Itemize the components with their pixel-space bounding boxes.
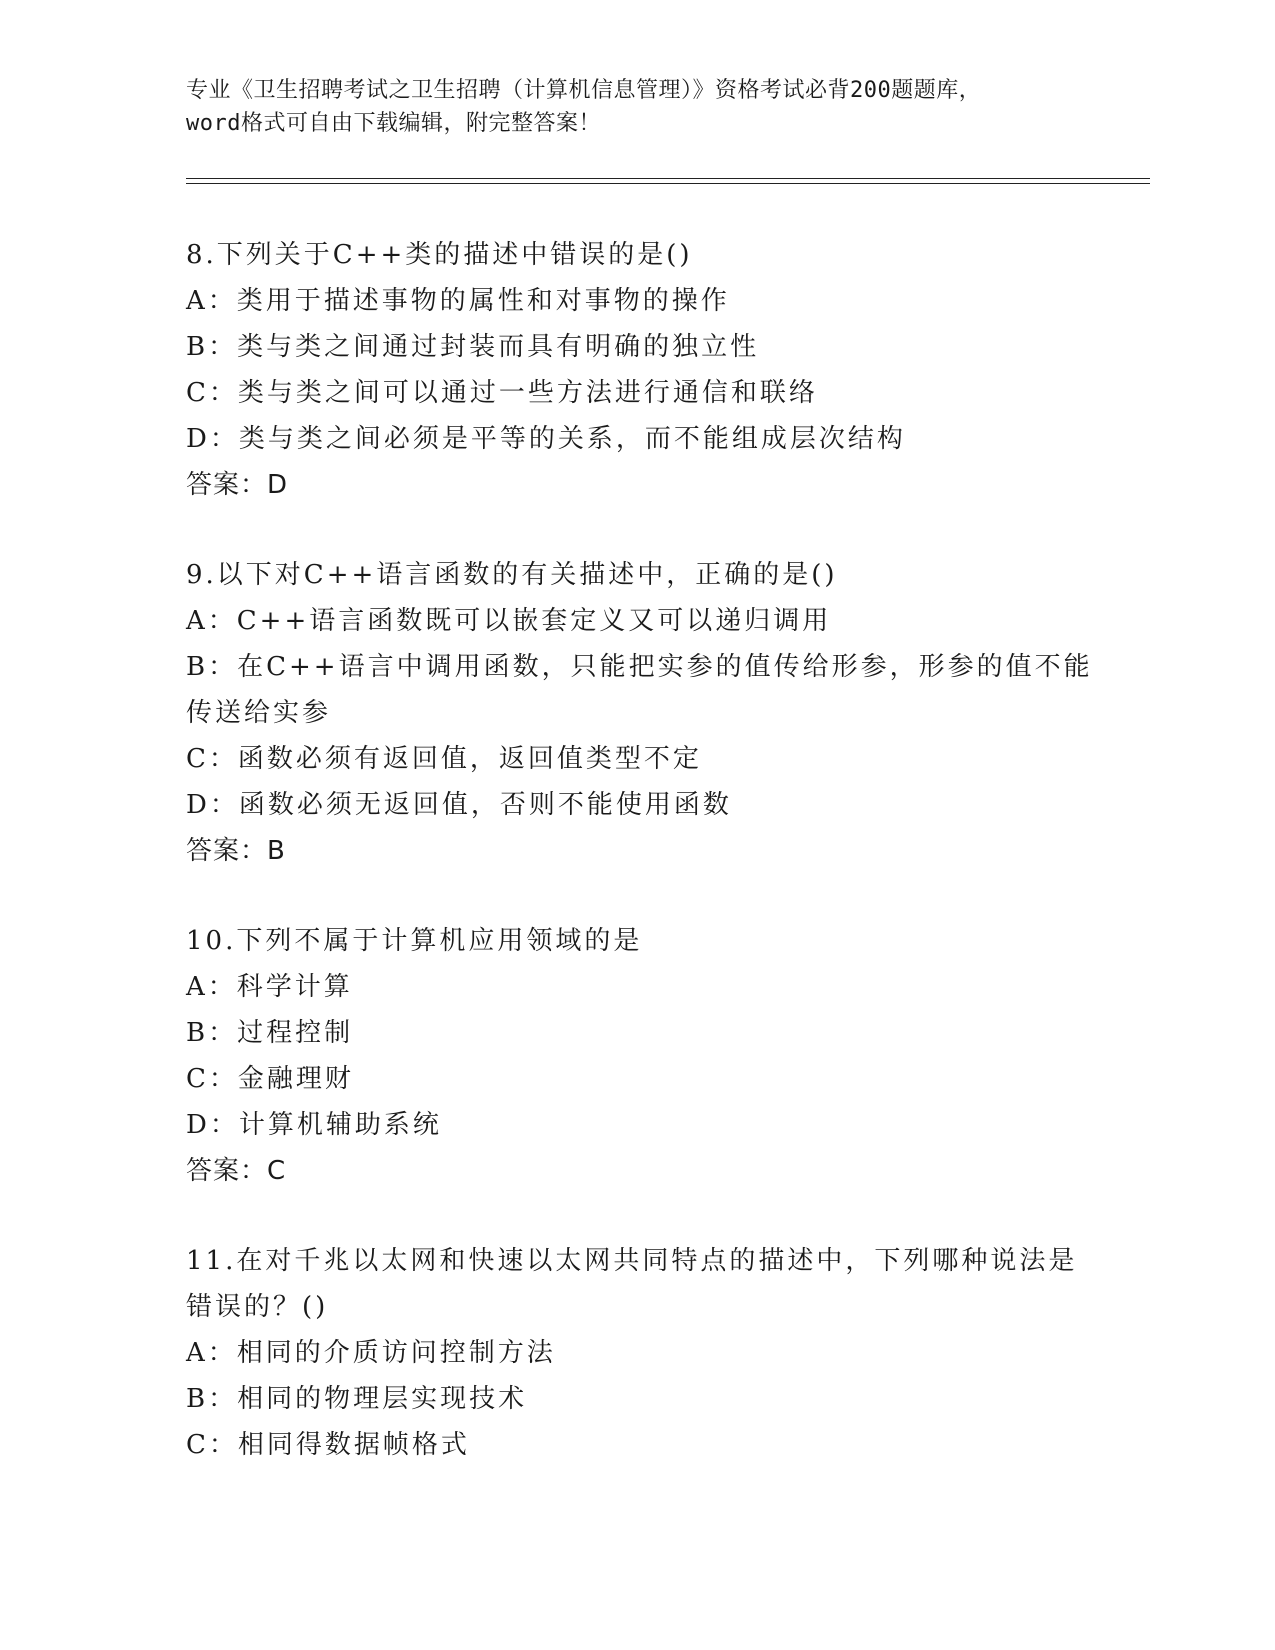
question-stem-continuation: 错误的？() <box>186 1292 329 1322</box>
option-d: D：类与类之间必须是平等的关系，而不能组成层次结构 <box>186 424 906 454</box>
option-d: D：函数必须无返回值，否则不能使用函数 <box>186 790 732 820</box>
option-c: C：金融理财 <box>186 1064 354 1094</box>
option-a: A：类用于描述事物的属性和对事物的操作 <box>186 286 730 316</box>
header-line-1: 专业《卫生招聘考试之卫生招聘（计算机信息管理）》资格考试必背200题题库， <box>186 78 982 103</box>
option-a: A：相同的介质访问控制方法 <box>186 1338 556 1368</box>
question-block <box>186 552 1093 874</box>
question-block <box>186 918 1086 1194</box>
option-c: C：类与类之间可以通过一些方法进行通信和联络 <box>186 378 818 408</box>
document-header <box>186 74 1086 140</box>
question-block <box>186 1238 1086 1468</box>
question-stem: 8.下列关于C++类的描述中错误的是() <box>186 240 693 270</box>
answer: 答案：B <box>186 836 286 866</box>
option-a: A：C++语言函数既可以嵌套定义又可以递归调用 <box>186 606 832 636</box>
answer: 答案：D <box>186 470 289 500</box>
option-d: D：计算机辅助系统 <box>186 1110 442 1140</box>
header-line-2: word格式可自由下载编辑，附完整答案！ <box>186 111 601 136</box>
option-c: C：函数必须有返回值，返回值类型不定 <box>186 744 702 774</box>
question-stem: 11.在对千兆以太网和快速以太网共同特点的描述中，下列哪种说法是 <box>186 1246 1078 1276</box>
option-b: B：在C++语言中调用函数，只能把实参的值传给形参，形参的值不能 <box>186 652 1093 682</box>
question-stem: 10.下列不属于计算机应用领域的是 <box>186 926 643 956</box>
answer: 答案：C <box>186 1156 287 1186</box>
option-a: A：科学计算 <box>186 972 353 1002</box>
header-divider-top <box>186 178 1150 179</box>
option-b: B：类与类之间通过封装而具有明确的独立性 <box>186 332 760 362</box>
header-divider-bottom <box>186 183 1150 184</box>
option-b: B：相同的物理层实现技术 <box>186 1384 528 1414</box>
question-stem: 9.以下对C++语言函数的有关描述中，正确的是() <box>186 560 838 590</box>
option-b: B：过程控制 <box>186 1018 354 1048</box>
question-block <box>186 232 1086 508</box>
option-b-continuation: 传送给实参 <box>186 698 332 728</box>
option-c: C：相同得数据帧格式 <box>186 1430 470 1460</box>
